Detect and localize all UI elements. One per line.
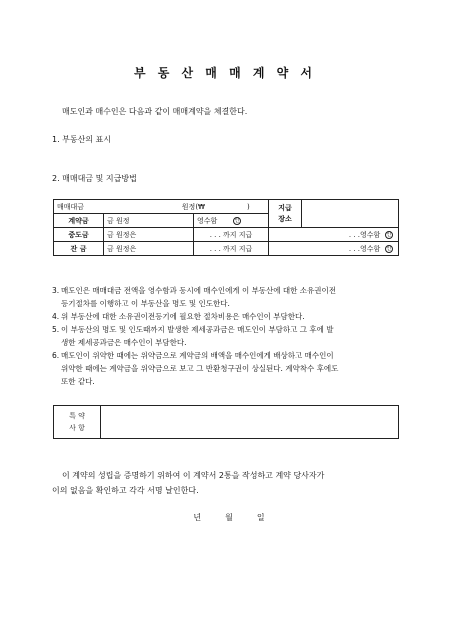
clause-line: 매도인이 위약한 때에는 위약금으로 계약금의 배액을 매수인에게 배상하고 매수인이 [61,351,334,360]
intro-text: 매도인과 매수인은 다음과 같이 매매계약을 체결한다. [62,107,248,116]
payment-place-field [302,200,399,228]
clause-number: 3. [52,286,60,295]
seal-mark: 인 [386,231,392,238]
payment-row-interim [54,228,399,242]
deposit-label: 계약금 [54,214,104,228]
deposit-amount: 금 원정 [104,214,194,228]
closing-line-2: 이의 없음을 확인하고 각각 서명 날인한다. [52,486,199,495]
payment-row-total [54,200,399,214]
section-property-display: 1. 부동산의 표시 [52,135,112,144]
special-terms-label-2: 사 항 [69,424,85,432]
clause-text [61,310,441,323]
balance-receipt-text: . . .영수함 [348,244,381,253]
special-terms-label [54,406,101,439]
clause-line: 생한 제세공과금은 매수인이 부담한다. [61,338,187,347]
payment-place-label-1: 지급 [278,203,292,212]
clause-line: 이 부동산의 명도 및 인도때까지 발생한 제세공과금은 매도인이 부담하고 그 후에 발 [61,325,334,334]
date-line: 년 월 일 [193,513,265,522]
interim-due-date: . . . 까지 지급 [194,228,269,242]
clause-text [61,349,441,388]
deposit-receipt [194,214,269,228]
clause-text [61,323,441,349]
clause-line: 등기절차를 이행하고 이 부동산을 명도 및 인도한다. [61,299,230,308]
payment-table [53,199,399,256]
clause-number: 5. [52,325,60,334]
payment-row-balance [54,242,399,256]
interim-amount: 금 원정은 [104,228,194,242]
document-title: 부 동 산 매 매 계 약 서 [134,66,316,80]
interim-receipt [269,228,399,242]
clause-line: 위 부동산에 대한 소유권이전등기에 필요한 절차비용은 매수인이 부담한다. [61,312,305,321]
payment-place-label-2: 장소 [278,214,292,223]
payment-place-label [269,200,302,228]
total-label: 매매대금 [54,200,164,214]
clause-number: 6. [52,351,60,360]
interim-receipt-text: . . .영수함 [348,230,381,239]
section-payment-method: 2. 매매대금 및 지급방법 [52,174,137,183]
clause-number: 4. [52,312,60,321]
special-terms-box [53,405,399,439]
special-terms-field [101,406,399,439]
interim-label: 중도금 [54,228,104,242]
clause-line: 또한 같다. [61,377,95,386]
balance-due-date: . . . 까지 지급 [194,242,269,256]
seal-mark: 인 [386,245,392,252]
balance-receipt [269,242,399,256]
balance-label: 잔 금 [54,242,104,256]
total-amount: 원정(₩ ) [164,200,269,214]
special-terms-label-1: 특 약 [69,412,85,420]
balance-amount: 금 원정은 [104,242,194,256]
closing-line-1: 이 계약의 성립을 증명하기 위하여 이 계약서 2통을 작성하고 계약 당사자가 [62,471,325,480]
deposit-note: 영수함 [197,216,218,225]
clause-text [61,284,441,310]
clause-line: 위약한 때에는 계약금을 위약금으로 보고 그 반환청구권이 상실된다. 계약착수 후에도 [61,364,339,373]
seal-mark: 인 [234,217,240,224]
clause-line: 매도인은 매매대금 전액을 영수함과 동시에 매수인에게 이 부동산에 대한 소유권이전 [61,286,337,295]
